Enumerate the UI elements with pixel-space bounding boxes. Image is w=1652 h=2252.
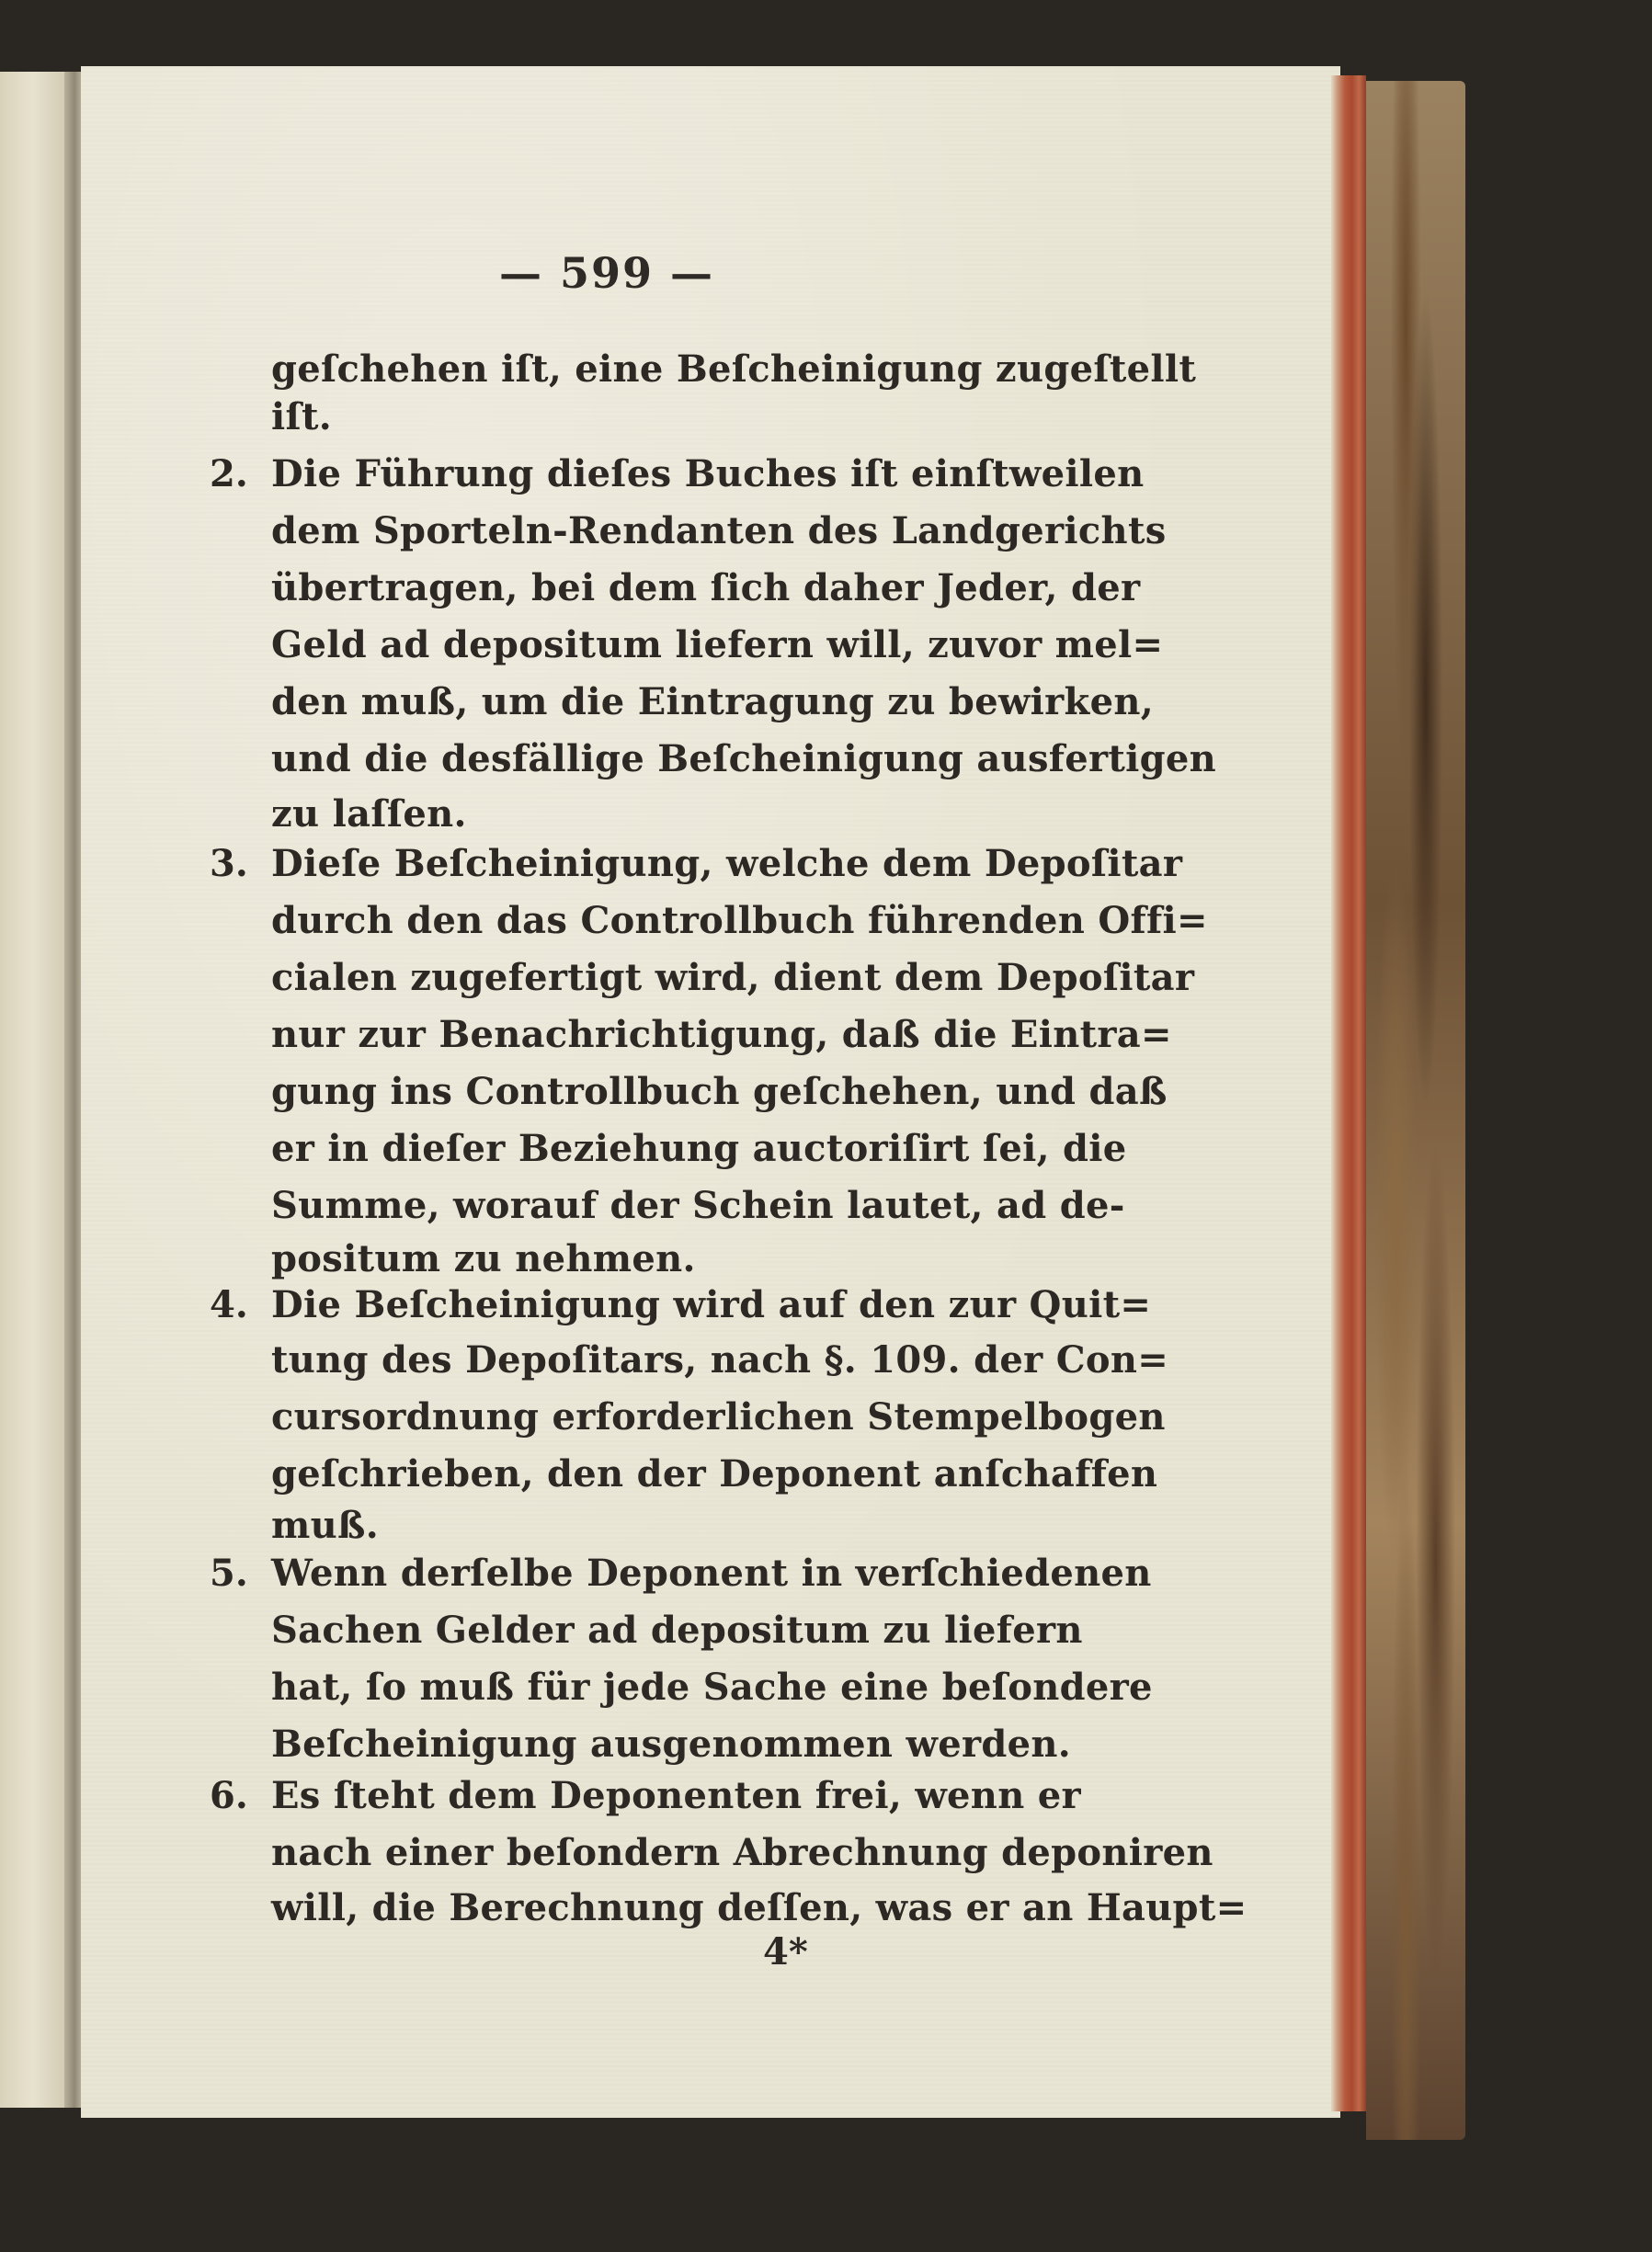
- text-line: Sachen Gelder ad depositum zu liefern: [271, 1609, 1083, 1652]
- page-edges: [1331, 75, 1366, 2111]
- item-number: 2.: [210, 452, 248, 495]
- marbled-cover: [1366, 81, 1465, 2140]
- text-line: Geld ad depositum liefern will, zuvor mel=: [271, 623, 1164, 666]
- item-number: 4.: [210, 1283, 248, 1326]
- text-line: cialen zugefertigt wird, dient dem Depoſitar: [271, 956, 1195, 999]
- item-number: 6.: [210, 1774, 248, 1817]
- text-line: cursordnung erforderlichen Stempelbogen: [271, 1395, 1166, 1439]
- text-line: tung des Depoſitars, nach §. 109. der Con=: [271, 1338, 1169, 1382]
- text-line: nach einer beſondern Abrechnung deponiren: [271, 1831, 1213, 1874]
- page-number: — 599 —: [498, 248, 715, 298]
- text-line: und die desfällige Beſcheinigung ausfertigen: [271, 737, 1217, 780]
- item-number: 3.: [210, 842, 248, 885]
- item-number: 5.: [210, 1552, 248, 1595]
- text-line: Es ſteht dem Deponenten frei, wenn er: [271, 1774, 1081, 1817]
- text-line: geſchrieben, den der Deponent anſchaffen: [271, 1452, 1158, 1496]
- text-line: will, die Berechnung deſſen, was er an Haupt=: [271, 1886, 1248, 1929]
- text-line: positum zu nehmen.: [271, 1237, 696, 1280]
- text-line: iſt.: [271, 395, 333, 438]
- text-line: übertragen, bei dem ſich daher Jeder, der: [271, 566, 1141, 609]
- text-line: zu laſſen.: [271, 792, 467, 836]
- text-line: Die Führung dieſes Buches iſt einſtweilen: [271, 452, 1145, 495]
- text-line: durch den das Controllbuch führenden Offi=: [271, 899, 1208, 942]
- text-line: geſchehen iſt, eine Beſcheinigung zugeſtellt: [271, 347, 1197, 391]
- text-line: nur zur Benachrichtigung, daß die Eintra=: [271, 1013, 1172, 1056]
- text-line: Summe, worauf der Schein lautet, ad de-: [271, 1184, 1125, 1227]
- text-line: hat, ſo muß für jede Sache eine beſondere: [271, 1666, 1153, 1709]
- text-line: gung ins Controllbuch geſchehen, und daß: [271, 1070, 1168, 1113]
- text-line: er in dieſer Beziehung auctoriſirt ſei, die: [271, 1127, 1127, 1170]
- text-line: Dieſe Beſcheinigung, welche dem Depoſitar: [271, 842, 1183, 885]
- text-line: den muß, um die Eintragung zu bewirken,: [271, 680, 1154, 723]
- text-line: Wenn derſelbe Deponent in verſchiedenen: [271, 1552, 1152, 1595]
- signature-mark: 4*: [763, 1930, 808, 1973]
- text-line: muß.: [271, 1504, 379, 1547]
- text-line: Die Beſcheinigung wird auf den zur Quit=: [271, 1283, 1152, 1326]
- text-line: dem Sporteln-Rendanten des Landgerichts: [271, 509, 1167, 552]
- left-page: [0, 72, 72, 2108]
- text-line: Beſcheinigung ausgenommen werden.: [271, 1723, 1071, 1766]
